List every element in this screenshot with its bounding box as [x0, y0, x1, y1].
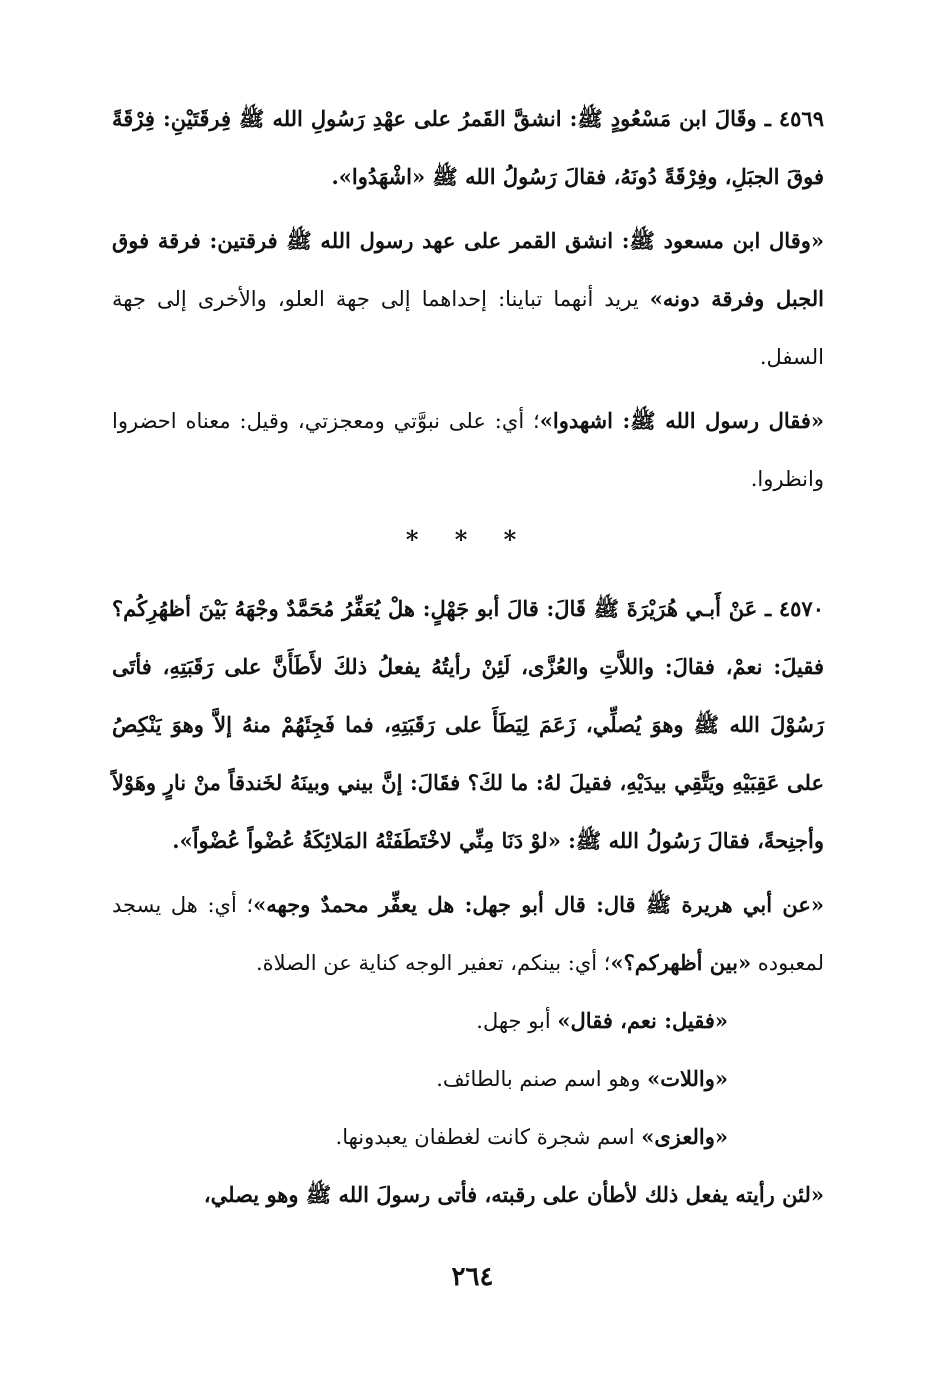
commentary-paragraph: [112, 212, 824, 386]
book-page: [112, 90, 824, 1224]
commentary-paragraph: [112, 1108, 824, 1166]
commentary-paragraph: [112, 992, 824, 1050]
commentary-quote: «فقيل: نعم، فقال»: [557, 1008, 728, 1033]
commentary-text: يريد أنهما تباينا: إحداهما إلى جهة العلو، والأخرى إلى جهة السفل.: [112, 287, 824, 369]
commentary-text: ؛ أي: بينكم، تعفير الوجه كناية عن الصلاة.: [255, 951, 611, 975]
hadith-4569: [112, 90, 824, 206]
commentary-quote: «وقال ابن مسعود ﷺ: انشق القمر على عهد رسول الله ﷺ فرقتين: فرقة فوق الجبل وفرقة دونه»: [112, 228, 824, 311]
hadith-text: ـ عَنْ أَبـي هُرَيْرَةَ ﷺ قَالَ: قالَ أبو جَهْلٍ: هلْ يُعَفِّرُ مُحَمَّدٌ وجْهَهُ بَيْنَ أظهُرِكُم؟ فقيلَ: نعمْ، فقالَ: واللاَّتِ والعُزَّى، لَئِنْ رأيتُهُ يفعلُ ذلكَ لأَطَأَنَّ على رَقَبَتِهِ، فأتَى رَسُوْلَ الله ﷺ وهوَ يُصلِّي، زَعَمَ لِيَطَأَ على رَقَبَتِهِ، فما فَجِئَهُمْ منهُ إلاَّ وهوَ يَنْكِصُ على عَقِبَيْهِ ويَتَّقِي بيدَيْهِ، فقيلَ لهُ: ما لكَ؟ فقَالَ: إنَّ بيني وبينَهُ لخَندقاً منْ نارٍ وهَوْلاً وأجنِحةً، فقالَ رَسُولُ الله ﷺ: «لوْ دَنَا مِنِّي لاخْتَطَفَتْهُ المَلائِكَةُ عُضْواً عُضْواً».: [112, 596, 824, 853]
commentary-text: وهو اسم صنم بالطائف.: [436, 1067, 648, 1091]
commentary-text: أبو جهل.: [476, 1009, 558, 1033]
commentary-quote: «واللات»: [647, 1066, 728, 1091]
commentary-text: اسم شجرة كانت لغطفان يعبدونها.: [335, 1125, 642, 1149]
commentary-quote: «لئن رأيته يفعل ذلك لأطأن على رقبته، فأتى رسولَ الله ﷺ وهو يصلي،: [203, 1182, 824, 1207]
commentary-text: ؛ أي: على نبوَّتي ومعجزتي، وقيل: معناه احضروا وانظروا.: [112, 409, 824, 491]
commentary-paragraph: [112, 392, 824, 508]
commentary-paragraph: [112, 876, 824, 992]
commentary-paragraph: [112, 1166, 824, 1224]
hadith-number: ٤٥٦٩: [778, 106, 824, 131]
section-divider: * * *: [405, 525, 531, 554]
hadith-number: ٤٥٧٠: [778, 596, 824, 621]
commentary-paragraph: [112, 1050, 824, 1108]
commentary-quote: «بين أظهركم؟»: [610, 950, 752, 975]
hadith-4570: [112, 580, 824, 870]
page-number: ٢٦٤: [451, 1262, 494, 1292]
commentary-quote: «عن أبي هريرة ﷺ قال: قال أبو جهل: هل يعفِّر محمدٌ وجهه»: [253, 892, 824, 917]
commentary-quote: «فقال رسول الله ﷺ: اشهدوا»: [539, 408, 825, 433]
commentary-text: ؛ أي: هل يسجد لمعبوده: [112, 893, 824, 975]
hadith-text: ـ وقَالَ ابن مَسْعُودٍ ﷺ: انشقَّ القَمرُ على عهْدِ رَسُولِ الله ﷺ فِرقَتَيْنِ: فِرْقَةً فوقَ الجبَلِ، وفِرْقَةً دُونَهُ، فقالَ رَسُولُ الله ﷺ «اشْهَدُوا».: [112, 106, 824, 189]
commentary-quote: «والعزى»: [641, 1124, 728, 1149]
